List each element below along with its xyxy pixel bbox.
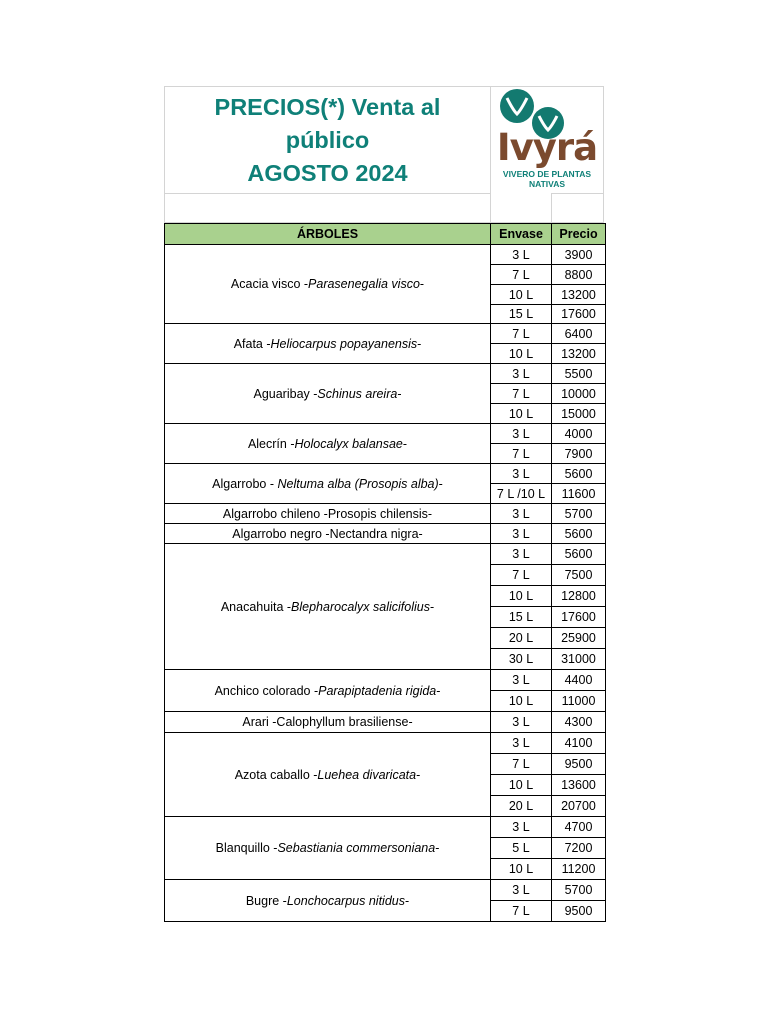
- table-row: [165, 880, 606, 901]
- container-size-cell: 3 L: [491, 712, 552, 733]
- species-scientific-name: Prosopis chilensis: [327, 506, 428, 521]
- price-cell: 25900: [552, 628, 606, 649]
- species-name-cell: [165, 504, 491, 524]
- price-cell: 5600: [552, 544, 606, 565]
- table-row: [165, 424, 606, 444]
- price-table: [164, 223, 606, 922]
- price-cell: 13200: [552, 344, 606, 364]
- price-cell: 12800: [552, 586, 606, 607]
- species-name-cell: [165, 364, 491, 424]
- species-scientific-name: Luehea divaricata: [317, 767, 417, 782]
- price-cell: 7900: [552, 444, 606, 464]
- species-common-name: Acacia visco -: [230, 277, 309, 291]
- price-cell: 11600: [552, 484, 606, 504]
- container-size-cell: 7 L: [491, 754, 552, 775]
- price-cell: 4300: [552, 712, 606, 733]
- price-cell: 13600: [552, 775, 606, 796]
- container-size-cell: 3 L: [491, 245, 552, 265]
- left-tree-canopy: [500, 89, 534, 123]
- species-name-cell: [165, 464, 491, 504]
- container-size-cell: 10 L: [491, 404, 552, 424]
- container-size-cell: 3 L: [491, 464, 552, 484]
- species-common-name: Arari -: [242, 715, 277, 729]
- price-cell: 4100: [552, 733, 606, 754]
- column-header-container: Envase: [491, 224, 552, 245]
- species-common-name: Algarrobo negro -: [232, 526, 330, 541]
- species-name-cell: [165, 880, 491, 922]
- container-size-cell: 10 L: [491, 586, 552, 607]
- species-suffix: -: [418, 526, 423, 541]
- price-cell: 4400: [552, 670, 606, 691]
- price-cell: 15000: [552, 404, 606, 424]
- price-table-body: [165, 245, 606, 922]
- container-size-cell: 7 L: [491, 384, 552, 404]
- species-name-cell: [165, 733, 491, 817]
- species-scientific-name: Nectandra nigra: [329, 526, 419, 541]
- container-size-cell: 20 L: [491, 628, 552, 649]
- species-scientific-name: Blepharocalyx salicifolius: [291, 599, 430, 614]
- column-header-price: Precio: [552, 224, 606, 245]
- species-common-name: Anacahuita -: [220, 599, 292, 614]
- price-cell: 31000: [552, 649, 606, 670]
- container-size-cell: 10 L: [491, 859, 552, 880]
- price-cell: 4700: [552, 817, 606, 838]
- price-cell: 11200: [552, 859, 606, 880]
- table-row: [165, 670, 606, 691]
- species-common-name: Algarrobo -: [212, 476, 278, 491]
- container-size-cell: 10 L: [491, 285, 552, 305]
- container-size-cell: 3 L: [491, 544, 552, 565]
- species-common-name: Bugre -: [245, 893, 287, 908]
- species-common-name: Aguaribay -: [253, 386, 318, 401]
- price-cell: 7500: [552, 565, 606, 586]
- container-size-cell: 3 L: [491, 424, 552, 444]
- container-size-cell: 7 L: [491, 444, 552, 464]
- logo-subtitle-line-1: VIVERO DE PLANTAS: [502, 169, 592, 179]
- species-name-cell: [165, 817, 491, 880]
- container-size-cell: 5 L: [491, 838, 552, 859]
- table-row: [165, 504, 606, 524]
- price-cell: 4000: [552, 424, 606, 444]
- container-size-cell: 10 L: [491, 691, 552, 712]
- species-common-name: Azota caballo -: [234, 767, 318, 782]
- container-size-cell: 10 L: [491, 775, 552, 796]
- table-row: [165, 524, 606, 544]
- container-size-cell: 7 L: [491, 265, 552, 285]
- species-scientific-name: Lonchocarpus nitidus: [286, 893, 405, 908]
- price-cell: 6400: [552, 324, 606, 344]
- species-scientific-name: Neltuma alba (Prosopis alba): [277, 476, 439, 491]
- species-common-name: Alecrín -: [247, 436, 295, 451]
- page-title: [165, 87, 490, 193]
- title-line-3: AGOSTO 2024: [247, 159, 408, 186]
- container-size-cell: 3 L: [491, 670, 552, 691]
- logo-subtitle: [494, 169, 600, 189]
- species-scientific-name: Parapiptadenia rigida: [318, 683, 437, 698]
- container-size-cell: 7 L: [491, 901, 552, 922]
- species-scientific-name: Holocalyx balansae: [294, 436, 403, 451]
- table-row: [165, 245, 606, 265]
- species-common-name: Blanquillo -: [215, 841, 278, 855]
- species-suffix: -: [408, 715, 413, 729]
- price-cell: 11000: [552, 691, 606, 712]
- table-row: [165, 733, 606, 754]
- price-cell: 10000: [552, 384, 606, 404]
- species-scientific-name: Heliocarpus popayanensis: [270, 336, 418, 351]
- price-cell: 9500: [552, 901, 606, 922]
- container-size-cell: 3 L: [491, 504, 552, 524]
- price-cell: 8800: [552, 265, 606, 285]
- container-size-cell: 7 L: [491, 565, 552, 586]
- price-cell: 5700: [552, 880, 606, 901]
- container-size-cell: 3 L: [491, 880, 552, 901]
- container-size-cell: 15 L: [491, 607, 552, 628]
- container-size-cell: 10 L: [491, 344, 552, 364]
- container-size-cell: 3 L: [491, 524, 552, 544]
- table-row: [165, 324, 606, 344]
- species-suffix: -: [416, 767, 421, 782]
- container-size-cell: 3 L: [491, 364, 552, 384]
- species-suffix: -: [427, 506, 433, 521]
- price-cell: 17600: [552, 607, 606, 628]
- species-suffix: -: [429, 599, 435, 614]
- table-row: [165, 464, 606, 484]
- species-suffix: -: [397, 386, 402, 401]
- title-line-1: PRECIOS(*) Venta al: [214, 93, 441, 120]
- species-name-cell: [165, 424, 491, 464]
- species-scientific-name: Schinus areira: [317, 386, 398, 401]
- price-cell: 3900: [552, 245, 606, 265]
- species-suffix: -: [435, 841, 440, 855]
- species-scientific-name: Sebastiania commersoniana: [277, 841, 436, 855]
- column-header-trees: ÁRBOLES: [165, 224, 491, 245]
- species-common-name: Anchico colorado -: [214, 683, 319, 698]
- header-divider: [551, 193, 603, 194]
- header-divider: [551, 193, 552, 223]
- table-header-row: [165, 224, 606, 245]
- species-suffix: -: [404, 893, 410, 908]
- species-name-cell: [165, 245, 491, 324]
- price-cell: 5600: [552, 524, 606, 544]
- table-row: [165, 817, 606, 838]
- table-row: [165, 712, 606, 733]
- price-cell: 5700: [552, 504, 606, 524]
- title-line-2: público: [285, 126, 370, 153]
- container-size-cell: 7 L /10 L: [491, 484, 552, 504]
- species-name-cell: [165, 712, 491, 733]
- price-cell: 9500: [552, 754, 606, 775]
- header-divider: [490, 87, 491, 223]
- species-name-cell: [165, 524, 491, 544]
- table-row: [165, 364, 606, 384]
- species-suffix: -: [417, 336, 422, 351]
- container-size-cell: 3 L: [491, 733, 552, 754]
- species-suffix: -: [436, 683, 441, 698]
- species-name-cell: [165, 544, 491, 670]
- price-cell: 13200: [552, 285, 606, 305]
- container-size-cell: 3 L: [491, 817, 552, 838]
- species-common-name: Afata -: [233, 336, 271, 351]
- logo-subtitle-line-2: NATIVAS: [528, 179, 566, 189]
- price-cell: 5500: [552, 364, 606, 384]
- species-name-cell: [165, 670, 491, 712]
- header-divider: [165, 193, 490, 194]
- species-suffix: -: [402, 436, 408, 451]
- container-size-cell: 20 L: [491, 796, 552, 817]
- logo-wordmark: Ivyrá: [496, 126, 598, 169]
- price-cell: 20700: [552, 796, 606, 817]
- container-size-cell: 15 L: [491, 305, 552, 324]
- price-cell: 17600: [552, 305, 606, 324]
- price-cell: 7200: [552, 838, 606, 859]
- price-cell: 5600: [552, 464, 606, 484]
- container-size-cell: 7 L: [491, 324, 552, 344]
- species-scientific-name: Calophyllum brasiliense: [276, 715, 409, 729]
- species-common-name: Algarrobo chileno -: [222, 506, 328, 521]
- species-suffix: -: [419, 277, 425, 291]
- species-suffix: -: [438, 476, 443, 491]
- container-size-cell: 30 L: [491, 649, 552, 670]
- species-scientific-name: Parasenegalia visco: [308, 277, 420, 291]
- table-row: [165, 544, 606, 565]
- species-name-cell: [165, 324, 491, 364]
